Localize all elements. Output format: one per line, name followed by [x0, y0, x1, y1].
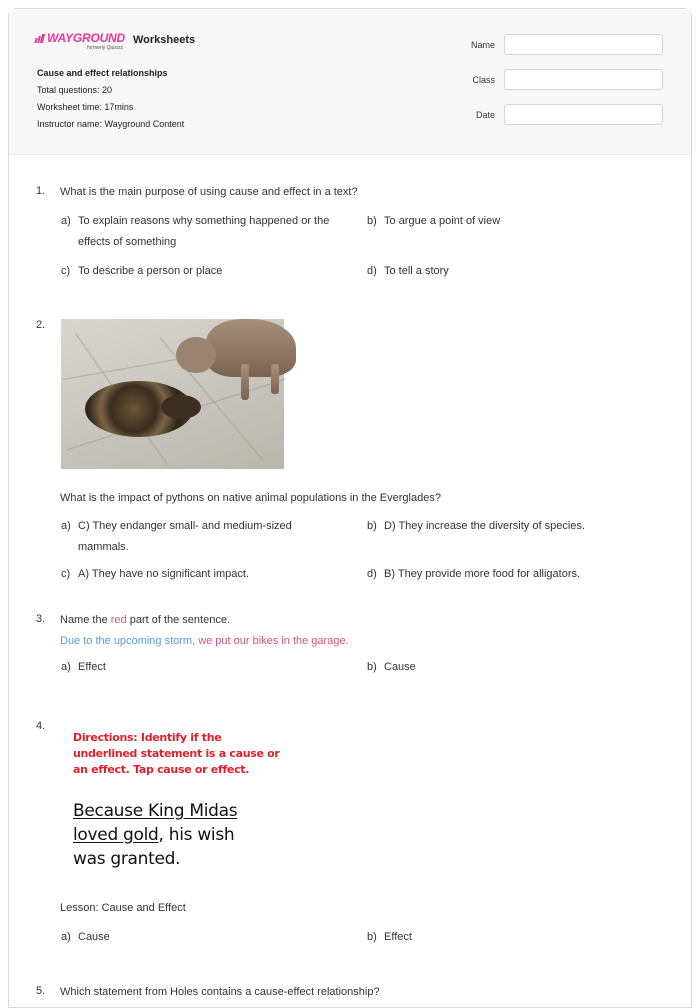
question-number: 2. — [36, 319, 46, 331]
date-input[interactable] — [504, 104, 663, 125]
worksheet-title: Cause and effect relationships — [37, 68, 168, 78]
option-b[interactable]: b) Cause — [367, 661, 416, 673]
question-text: What is the main purpose of using cause and effect in a text? — [60, 186, 358, 198]
question-number: 1. — [36, 185, 46, 197]
underlined-statement: Because King Midas — [73, 801, 238, 821]
image-directions: Directions: Identify if the underlined statement is a cause or an effect. Tap cause or effect. — [73, 731, 280, 776]
example-sentence — [60, 634, 660, 648]
option-b[interactable]: b) D) They increase the diversity of species. — [367, 520, 585, 532]
option-c[interactable]: c) A) They have no significant impact. — [61, 568, 249, 580]
logo-bars-icon — [35, 34, 44, 43]
question-text: Lesson: Cause and Effect — [60, 902, 186, 914]
king-midas-image — [61, 720, 301, 870]
name-label: Name — [470, 39, 495, 50]
question-number: 5. — [36, 985, 46, 997]
class-label: Class — [472, 74, 495, 85]
option-d[interactable]: d) B) They provide more food for alligators. — [367, 568, 581, 580]
option-c[interactable]: c) To describe a person or place — [61, 265, 223, 277]
option-a[interactable]: a) To explain reasons why something happened or the effects of something — [61, 215, 330, 248]
worksheet-header — [9, 9, 691, 155]
date-field-row — [471, 104, 663, 125]
option-a[interactable]: a) Effect — [61, 661, 106, 673]
question-number: 3. — [36, 613, 46, 625]
class-input[interactable] — [504, 69, 663, 90]
worksheet-meta — [37, 68, 184, 136]
option-b[interactable]: b) To argue a point of view — [367, 215, 501, 227]
question-number: 4. — [36, 720, 46, 732]
option-a[interactable]: a) Cause — [61, 931, 110, 943]
question-text: What is the impact of pythons on native animal populations in the Everglades? — [60, 492, 441, 504]
option-b[interactable]: b) Effect — [367, 931, 412, 943]
app-title: Worksheets — [132, 34, 196, 46]
worksheet-time: Worksheet time: 17mins — [37, 102, 134, 112]
total-questions: Total questions: 20 — [37, 85, 113, 95]
option-d[interactable]: d) To tell a story — [367, 265, 449, 277]
sentence-effect-part: we put our bikes in the garage. — [198, 635, 349, 647]
wayground-logo — [35, 32, 125, 51]
name-field-row — [471, 34, 663, 55]
logo-brand-text: WAYGROUND — [47, 31, 125, 45]
sentence-cause-part: Due to the upcoming storm, — [60, 635, 199, 647]
class-field-row — [471, 69, 663, 90]
question-text: Which statement from Holes contains a cause-effect relationship? — [60, 986, 380, 998]
question-text: Name the red part of the sentence. — [60, 614, 231, 626]
date-label: Date — [475, 109, 495, 120]
student-info-fields — [471, 34, 663, 139]
image-sentence: Because King Midas loved gold, his wish was granted. — [73, 801, 238, 869]
logo-subtitle: formerly Quizizz — [87, 45, 123, 51]
red-keyword: red — [110, 614, 127, 626]
option-a[interactable]: a) C) They endanger small- and medium-sized mammals. — [61, 520, 292, 553]
name-input[interactable] — [504, 34, 663, 55]
brand — [35, 32, 195, 51]
instructor-name: Instructor name: Wayground Content — [37, 119, 185, 129]
worksheet-page — [8, 8, 692, 1008]
python-cat-image — [61, 319, 284, 469]
